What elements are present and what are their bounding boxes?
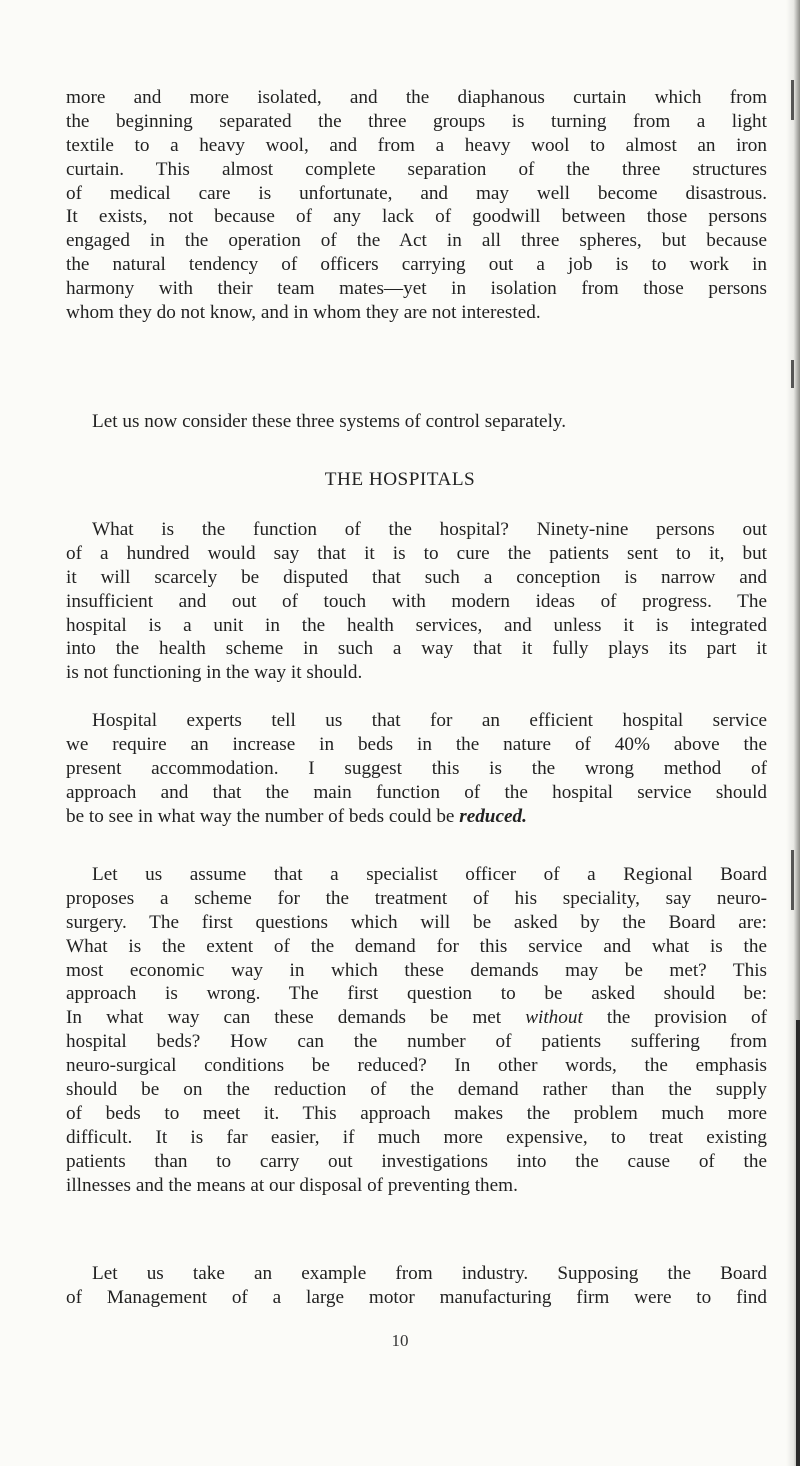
text-line: of medical care is unfortunate, and may well become disastrous. xyxy=(66,182,767,204)
edge-mark xyxy=(791,80,794,120)
paragraph-consider xyxy=(66,410,767,434)
text-line xyxy=(66,805,767,829)
text-segment: be to see in what way the number of beds could be xyxy=(66,805,460,827)
text-line: Let us take an example from industry. Supposing the Board xyxy=(92,1263,767,1284)
page-edge-binding xyxy=(796,1020,800,1466)
text-line: should be on the reduction of the demand rather than the supply xyxy=(66,1079,767,1101)
emphasis-reduced: reduced. xyxy=(459,805,527,827)
text-line: more and more isolated, and the diaphanous curtain which from xyxy=(66,87,767,108)
text-line: What is the function of the hospital? Ninety-nine persons out xyxy=(92,519,767,540)
paragraph-regional-board xyxy=(66,863,767,1197)
text-line: illnesses and the means at our disposal of preventing them. xyxy=(66,1174,518,1196)
text-line: Let us assume that a specialist officer of a Regional Board xyxy=(92,864,767,885)
text-line: it will scarcely be disputed that such a conception is narrow and xyxy=(66,566,767,588)
text-line: the beginning separated the three groups is turning from a light xyxy=(66,110,767,132)
text-line: of beds to meet it. This approach makes the problem much more xyxy=(66,1102,767,1124)
text-line: of Management of a large motor manufacturing firm were to find xyxy=(66,1286,767,1308)
text-line: most economic way in which these demands may be met? This xyxy=(66,959,767,981)
text-line: into the health scheme in such a way that it fully plays its part it xyxy=(66,638,767,660)
text-line: textile to a heavy wool, and from a heavy wool to almost an iron xyxy=(66,134,767,156)
text-line: surgery. The first questions which will be asked by the Board are: xyxy=(66,911,767,933)
text-line: What is the extent of the demand for this service and what is the xyxy=(66,935,767,957)
text-segment: In what way can these demands be met xyxy=(66,1007,526,1029)
text-line: engaged in the operation of the Act in all three spheres, but because xyxy=(66,230,767,252)
paragraph-industry xyxy=(66,1262,767,1310)
text-line: insufficient and out of touch with modern ideas of progress. The xyxy=(66,590,767,612)
text-line: we require an increase in beds in the nature of 40% above the xyxy=(66,733,767,755)
text-line: the natural tendency of officers carrying out a job is to work in xyxy=(66,254,767,276)
text-line xyxy=(66,1006,767,1030)
edge-mark xyxy=(791,850,794,910)
emphasis-without: without xyxy=(525,1007,583,1029)
text-line: proposes a scheme for the treatment of his speciality, say neuro- xyxy=(66,887,767,909)
section-heading: THE HOSPITALS xyxy=(324,469,476,490)
paragraph-hospital-function xyxy=(66,518,767,685)
edge-mark xyxy=(791,360,794,388)
page-number: 10 xyxy=(391,1331,409,1350)
text-line: whom they do not know, and in whom they are not interested. xyxy=(66,302,541,324)
text-line: curtain. This almost complete separation of the three structures xyxy=(66,158,767,180)
text-line: patients than to carry out investigations into the cause of the xyxy=(66,1150,767,1172)
text-line: neuro-surgical conditions be reduced? In other words, the emphasis xyxy=(66,1055,767,1077)
text-line: present accommodation. I suggest this is the wrong method of xyxy=(66,757,767,779)
text-line: is not functioning in the way it should. xyxy=(66,662,363,684)
paragraph-hospital-experts xyxy=(66,709,767,828)
text-line: hospital beds? How can the number of patients suffering from xyxy=(66,1031,767,1053)
text-line: hospital is a unit in the health services, and unless it is integrated xyxy=(66,614,767,636)
text-line: of a hundred would say that it is to cure the patients sent to it, but xyxy=(66,542,767,564)
text-line: Hospital experts tell us that for an efficient hospital service xyxy=(92,710,767,731)
paragraph-separation xyxy=(66,86,767,325)
text-line: difficult. It is far easier, if much more expensive, to treat existing xyxy=(66,1126,767,1148)
text-line: It exists, not because of any lack of goodwill between those persons xyxy=(66,206,767,228)
text-line: approach is wrong. The first question to be asked should be: xyxy=(66,983,767,1005)
text-line: harmony with their team mates—yet in isolation from those persons xyxy=(66,278,767,300)
text-line: approach and that the main function of the hospital service should xyxy=(66,781,767,803)
text-segment: the provision of xyxy=(582,1007,767,1029)
text-line: Let us now consider these three systems of control separately. xyxy=(92,411,567,432)
